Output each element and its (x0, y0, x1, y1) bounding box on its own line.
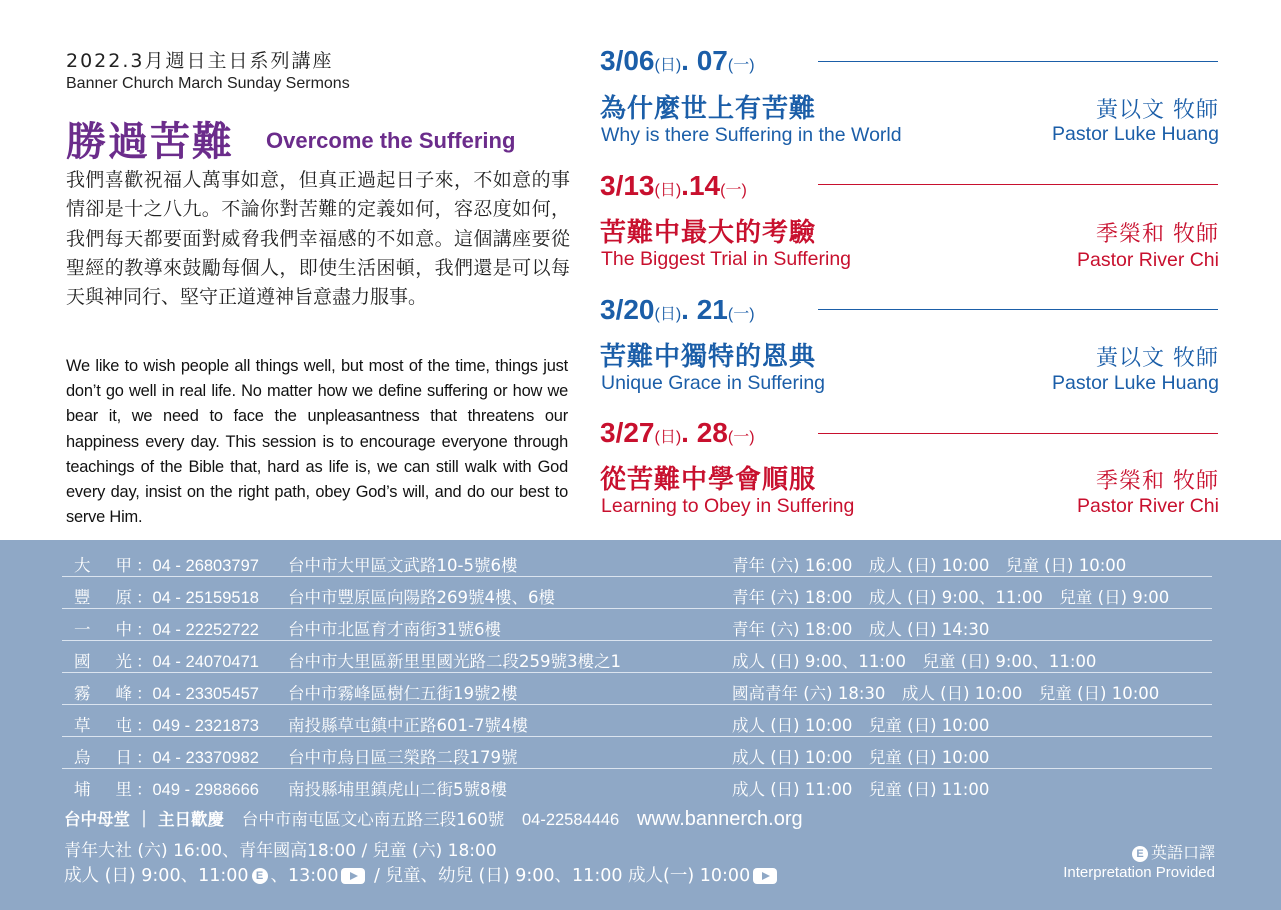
sermon-title-zh: 從苦難中學會順服 (600, 465, 817, 495)
branch-times: 成人 (日) 10:00 兒童 (日) 10:00 (732, 748, 990, 767)
branch-phone: ：049 - 2321873 (136, 717, 259, 735)
sermon-title-en: The Biggest Trial in Suffering (601, 248, 852, 270)
branch-phone: ：04 - 22252722 (136, 621, 259, 639)
branch-row (62, 672, 1212, 705)
play-icon (341, 868, 365, 884)
pastor-name-en: Pastor River Chi (1077, 495, 1219, 517)
mother-church-label: 台中母堂 ｜ 主日歡慶 (64, 810, 224, 829)
branch-phone: ：04 - 24070471 (136, 653, 259, 671)
branch-address: 南投縣埔里鎮虎山二街5號8樓 (288, 780, 507, 799)
pastor-name-zh: 黃以文 牧師 (1096, 346, 1219, 371)
pastor-name-en: Pastor River Chi (1077, 249, 1219, 271)
pastor-name-zh: 黃以文 牧師 (1096, 98, 1219, 123)
divider (818, 184, 1218, 185)
mother-church-address: 台中市南屯區文心南五路三段160號 (241, 810, 505, 829)
branch-address: 南投縣草屯鎮中正路601-7號4樓 (288, 716, 528, 735)
adult-schedule-part: 成人 (日) 9:00、11:00 (64, 866, 249, 886)
sermon-date: 3/20(日). 21(一) (600, 294, 755, 325)
interpretation-label-en: Interpretation Provided (1063, 864, 1215, 881)
mother-church-phone: 04-22584446 (521, 811, 620, 829)
mother-church-line (64, 806, 803, 831)
branch-phone: ：04 - 26803797 (136, 557, 259, 575)
adult-schedule-part: 、13:00 (270, 866, 339, 886)
branch-row (62, 544, 1212, 577)
branch-phone: ：04 - 23305457 (136, 685, 259, 703)
sermon-title-en: Unique Grace in Suffering (601, 372, 826, 394)
branch-name: 大甲 (74, 556, 132, 575)
branch-times: 青年 (六) 18:00 成人 (日) 14:30 (732, 620, 990, 639)
series-title-en: Banner Church March Sunday Sermons (66, 75, 350, 92)
branch-times: 國高青年 (六) 18:30 成人 (日) 10:00 兒童 (日) 10:00 (732, 684, 1160, 703)
branch-info-band (0, 540, 1281, 910)
branch-address: 台中市北區育才南街31號6樓 (288, 620, 501, 639)
play-icon (753, 868, 777, 884)
branch-times: 成人 (日) 10:00 兒童 (日) 10:00 (732, 716, 990, 735)
branch-row (62, 768, 1212, 800)
branch-address: 台中市烏日區三榮路二段179號 (288, 748, 518, 767)
sermon-title-zh: 苦難中獨特的恩典 (600, 342, 817, 372)
branch-times: 成人 (日) 9:00、11:00 兒童 (日) 9:00、11:00 (732, 652, 1097, 671)
branch-times: 青年 (六) 18:00 成人 (日) 9:00、11:00 兒童 (日) 9:00 (732, 588, 1170, 607)
branch-row (62, 608, 1212, 641)
branch-name: 一中 (74, 620, 132, 639)
branch-row (62, 576, 1212, 609)
adult-schedule-line (64, 862, 780, 887)
sermon-date: 3/13(日).14(一) (600, 170, 747, 201)
branch-name: 霧峰 (74, 684, 132, 703)
pastor-name-zh: 季榮和 牧師 (1096, 469, 1219, 494)
branch-row (62, 704, 1212, 737)
interpretation-label-zh: 英語口譯 (1150, 843, 1215, 862)
divider (818, 309, 1218, 310)
intro-text-en: We like to wish people all things well, but most of the time, things just don’t go well in real life. No matter how we define suffering or how we bear it, we need to face the unpleasantness that threatens our happiness every day. This session is to encourage everyone through teachings of the Bible that, hard as life is, we can still walk with God every day, insist on the right path, obey God’s will, and do our best to serve Him. (66, 357, 568, 527)
intro-text-zh: 我們喜歡祝福人萬事如意，但真正過起日子來，不如意的事情卻是十之八九。不論你對苦難的定義如何，容忍度如何，我們每天都要面對威脅我們幸福感的不如意。這個講座要從聖經的教導來鼓勵每個人，即使生活困頓，我們還是可以每天與神同行、堅守正道遵神旨意盡力服事。 (66, 169, 570, 309)
branch-times: 青年 (六) 16:00 成人 (日) 10:00 兒童 (日) 10:00 (732, 556, 1127, 575)
divider (818, 61, 1218, 62)
branch-times: 成人 (日) 11:00 兒童 (日) 11:00 (732, 780, 990, 799)
sermon-date: 3/06(日). 07(一) (600, 45, 755, 76)
adult-schedule-part: / 兒童、幼兒 (日) 9:00、11:00 成人(一) 10:00 (368, 866, 751, 886)
main-title-zh: 勝過苦難 (66, 119, 234, 165)
sermon-title-en: Why is there Suffering in the World (601, 124, 902, 146)
branch-name: 烏日 (74, 748, 132, 767)
english-interpretation-icon: E (252, 868, 268, 884)
english-interpretation-icon: E (1132, 846, 1148, 862)
sermon-title-en: Learning to Obey in Suffering (601, 495, 855, 517)
branch-name: 埔里 (74, 780, 132, 799)
branch-address: 台中市大甲區文武路10-5號6樓 (288, 556, 518, 575)
website-link[interactable]: www.bannerch.org (636, 808, 803, 830)
branch-phone: ：049 - 2988666 (136, 781, 259, 799)
branch-name: 草屯 (74, 716, 132, 735)
sermon-date: 3/27(日). 28(一) (600, 417, 755, 448)
branch-name: 豐原 (74, 588, 132, 607)
branch-address: 台中市豐原區向陽路269號4樓、6樓 (288, 588, 555, 607)
series-title-zh: 2022.3月週日主日系列講座 (66, 50, 334, 72)
divider (818, 433, 1218, 434)
branch-row (62, 640, 1212, 673)
sermon-title-zh: 為什麼世上有苦難 (600, 94, 817, 124)
sermon-title-zh: 苦難中最大的考驗 (600, 218, 817, 248)
interpretation-legend (1129, 840, 1215, 863)
branch-address: 台中市大里區新里里國光路二段259號3樓之1 (288, 652, 621, 671)
pastor-name-zh: 季榮和 牧師 (1096, 222, 1219, 247)
branch-name: 國光 (74, 652, 132, 671)
pastor-name-en: Pastor Luke Huang (1052, 372, 1219, 394)
branch-phone: ：04 - 25159518 (136, 589, 259, 607)
branch-phone: ：04 - 23370982 (136, 749, 259, 767)
pastor-name-en: Pastor Luke Huang (1052, 123, 1219, 145)
main-title-en: Overcome the Suffering (266, 128, 516, 153)
youth-schedule-line: 青年大社 (六) 16:00、青年國高18:00 / 兒童 (六) 18:00 (64, 841, 497, 861)
branch-row (62, 736, 1212, 769)
branch-address: 台中市霧峰區樹仁五街19號2樓 (288, 684, 518, 703)
